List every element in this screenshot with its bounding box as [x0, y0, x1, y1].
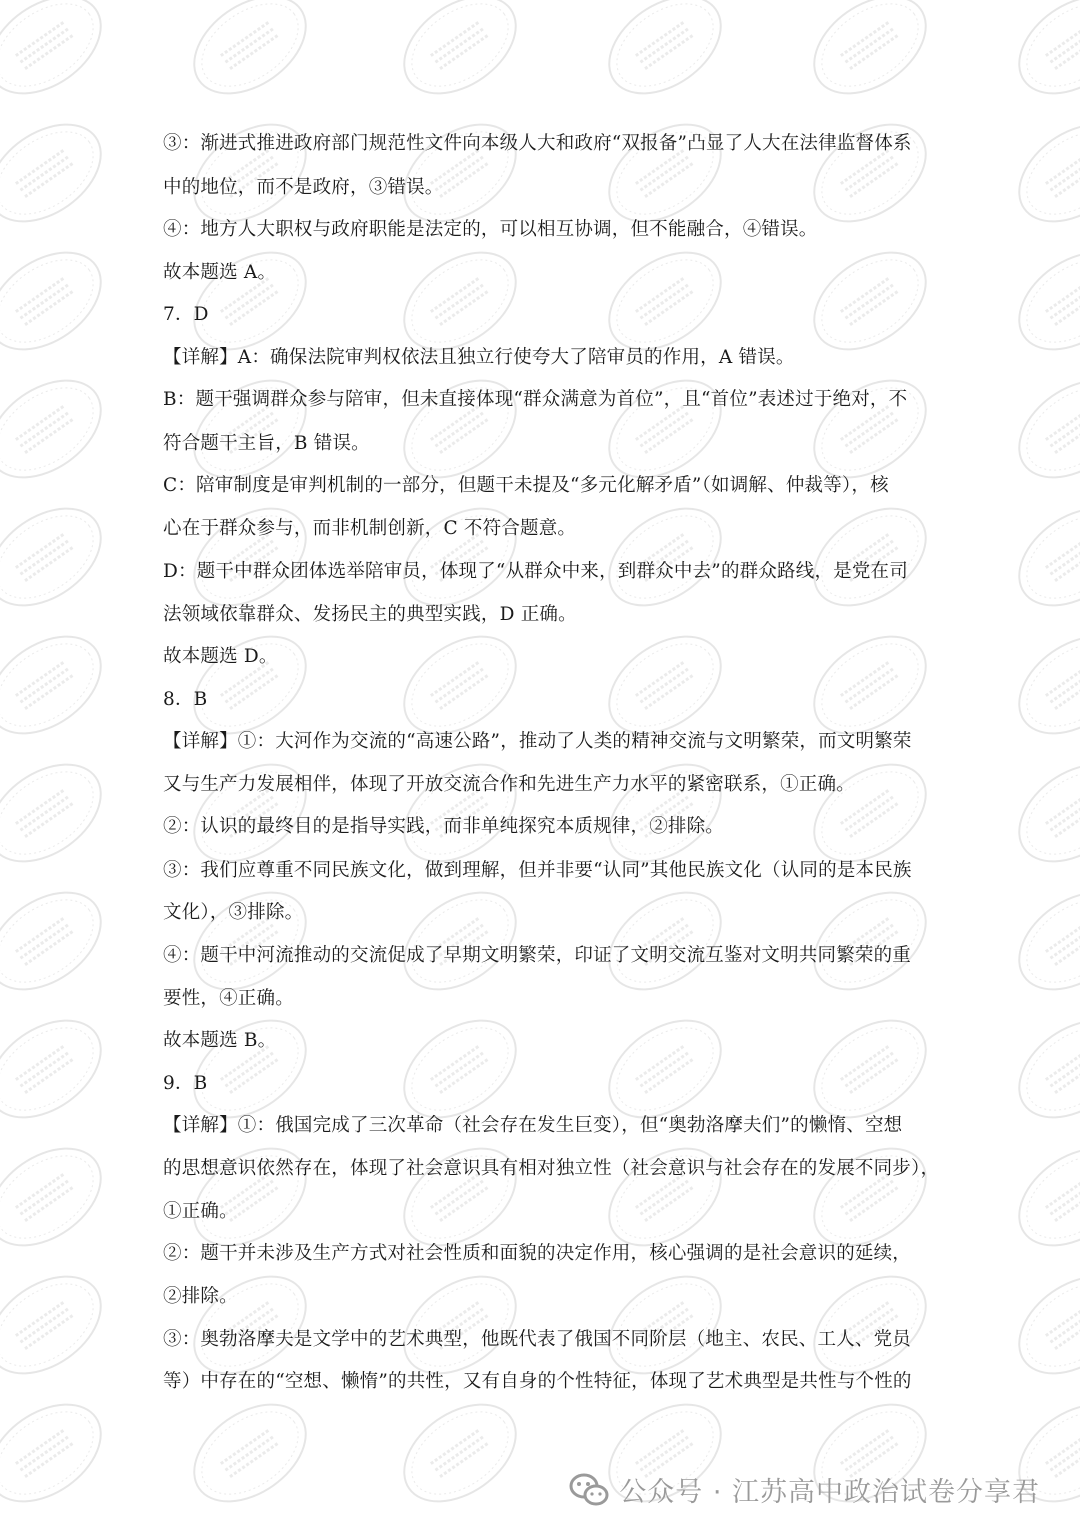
- text-line: 中的地位，而不是政府，③错误。: [163, 177, 444, 198]
- text-line: 【详解】A：确保法院审判权依法且独立行使夸大了陪审员的作用，A 错误。: [163, 347, 795, 368]
- circular-stamp-watermark-icon: [0, 617, 119, 754]
- text-line: 符合题干主旨，B 错误。: [163, 433, 370, 454]
- circular-stamp-watermark-icon: [0, 873, 119, 1010]
- circular-stamp-watermark-icon: [386, 873, 533, 1010]
- text-line: ②：认识的最终目的是指导实践，而非单纯探究本质规律，②排除。: [163, 816, 725, 837]
- text-line: ④：题干中河流推动的交流促成了早期文明繁荣，印证了文明交流互鉴对文明共同繁荣的重: [163, 945, 912, 966]
- circular-stamp-watermark-icon: [796, 0, 943, 113]
- circular-stamp-watermark-icon: [386, 1513, 533, 1527]
- circular-stamp-watermark-icon: [796, 1513, 943, 1527]
- text-line: D：题干中群众团体选举陪审员，体现了“从群众中来，到群众中去”的群众路线，是党在司: [163, 561, 908, 582]
- circular-stamp-watermark-icon: [0, 233, 119, 370]
- text-line: 心在于群众参与，而非机制创新，C 不符合题意。: [163, 518, 577, 539]
- text-line: 等）中存在的“空想、懒惰”的共性，又有自身的个性特征，体现了艺术典型是共性与个性的: [163, 1371, 912, 1392]
- circular-stamp-watermark-icon: [386, 0, 533, 113]
- circular-stamp-watermark-icon: [1001, 361, 1080, 498]
- text-line: 法领域依靠群众、发扬民主的典型实践，D 正确。: [163, 604, 577, 625]
- circular-stamp-watermark-icon: [176, 1513, 323, 1527]
- text-line: 9．B: [163, 1073, 208, 1094]
- text-line: ②：题干并未涉及生产方式对社会性质和面貌的决定作用，核心强调的是社会意识的延续，: [163, 1243, 912, 1264]
- circular-stamp-watermark-icon: [0, 1385, 119, 1522]
- circular-stamp-watermark-icon: [0, 1001, 119, 1138]
- circular-stamp-watermark-icon: [1001, 1129, 1080, 1266]
- circular-stamp-watermark-icon: [1001, 1001, 1080, 1138]
- circular-stamp-watermark-icon: [1001, 617, 1080, 754]
- text-line: 又与生产力发展相伴，体现了开放交流合作和先进生产力水平的紧密联系，①正确。: [163, 774, 855, 795]
- circular-stamp-watermark-icon: [1001, 105, 1080, 242]
- circular-stamp-watermark-icon: [591, 489, 738, 626]
- circular-stamp-watermark-icon: [0, 0, 119, 113]
- circular-stamp-watermark-icon: [176, 1385, 323, 1522]
- circular-stamp-watermark-icon: [796, 233, 943, 370]
- circular-stamp-watermark-icon: [1001, 1513, 1080, 1527]
- wechat-official-account-icon: [569, 1472, 609, 1508]
- circular-stamp-watermark-icon: [1001, 0, 1080, 113]
- circular-stamp-watermark-icon: [0, 489, 119, 626]
- text-line: ①正确。: [163, 1201, 238, 1222]
- circular-stamp-watermark-icon: [0, 105, 119, 242]
- circular-stamp-watermark-icon: [0, 1257, 119, 1394]
- circular-stamp-watermark-icon: [176, 0, 323, 113]
- text-line: 要性，④正确。: [163, 988, 294, 1009]
- footer-text: 公众号 · 江苏高中政治试卷分享君: [619, 1477, 1040, 1508]
- text-line: 故本题选 A。: [163, 262, 277, 283]
- text-line: 【详解】①：大河作为交流的“高速公路”，推动了人类的精神交流与文明繁荣，而文明繁荣: [163, 731, 912, 752]
- circular-stamp-watermark-icon: [1001, 873, 1080, 1010]
- circular-stamp-watermark-icon: [0, 361, 119, 498]
- text-line: ③：奥勃洛摩夫是文学中的艺术典型，他既代表了俄国不同阶层（地主、农民、工人、党员: [163, 1329, 912, 1350]
- text-line: ④：地方人大职权与政府职能是法定的，可以相互协调，但不能融合，④错误。: [163, 219, 818, 240]
- text-line: 7．D: [163, 304, 209, 325]
- text-line: ②排除。: [163, 1286, 238, 1307]
- text-line: 的思想意识依然存在，体现了社会意识具有相对独立性（社会意识与社会存在的发展不同步），: [163, 1158, 940, 1179]
- text-line: 故本题选 B。: [163, 1030, 277, 1051]
- circular-stamp-watermark-icon: [796, 873, 943, 1010]
- circular-stamp-watermark-icon: [1001, 489, 1080, 626]
- text-line: B：题干强调群众参与陪审，但未直接体现“群众满意为首位”，且“首位”表述过于绝对，不: [163, 389, 908, 410]
- circular-stamp-watermark-icon: [1001, 1257, 1080, 1394]
- text-line: 【详解】①：俄国完成了三次革命（社会存在发生巨变），但“奥勃洛摩夫们”的懒惰、空想: [163, 1115, 903, 1136]
- text-line: 故本题选 D。: [163, 646, 278, 667]
- circular-stamp-watermark-icon: [591, 873, 738, 1010]
- circular-stamp-watermark-icon: [1001, 233, 1080, 370]
- circular-stamp-watermark-icon: [591, 0, 738, 113]
- footer-brand: [569, 1470, 1040, 1509]
- circular-stamp-watermark-icon: [1001, 745, 1080, 882]
- circular-stamp-watermark-icon: [796, 489, 943, 626]
- circular-stamp-watermark-icon: [591, 1513, 738, 1527]
- circular-stamp-watermark-icon: [0, 1129, 119, 1266]
- text-line: 8．B: [163, 689, 208, 710]
- text-line: ③：渐进式推进政府部门规范性文件向本级人大和政府“双报备”凸显了人大在法律监督体系: [163, 133, 912, 154]
- text-line: 文化），③排除。: [163, 902, 304, 923]
- circular-stamp-watermark-icon: [0, 1513, 119, 1527]
- circular-stamp-watermark-icon: [796, 105, 943, 242]
- text-line: ③：我们应尊重不同民族文化，做到理解，但并非要“认同”其他民族文化（认同的是本民族: [163, 860, 912, 881]
- text-line: C：陪审制度是审判机制的一部分，但题干未提及“多元化解矛盾”（如调解、仲裁等），核: [163, 475, 889, 496]
- circular-stamp-watermark-icon: [386, 1385, 533, 1522]
- circular-stamp-watermark-icon: [0, 745, 119, 882]
